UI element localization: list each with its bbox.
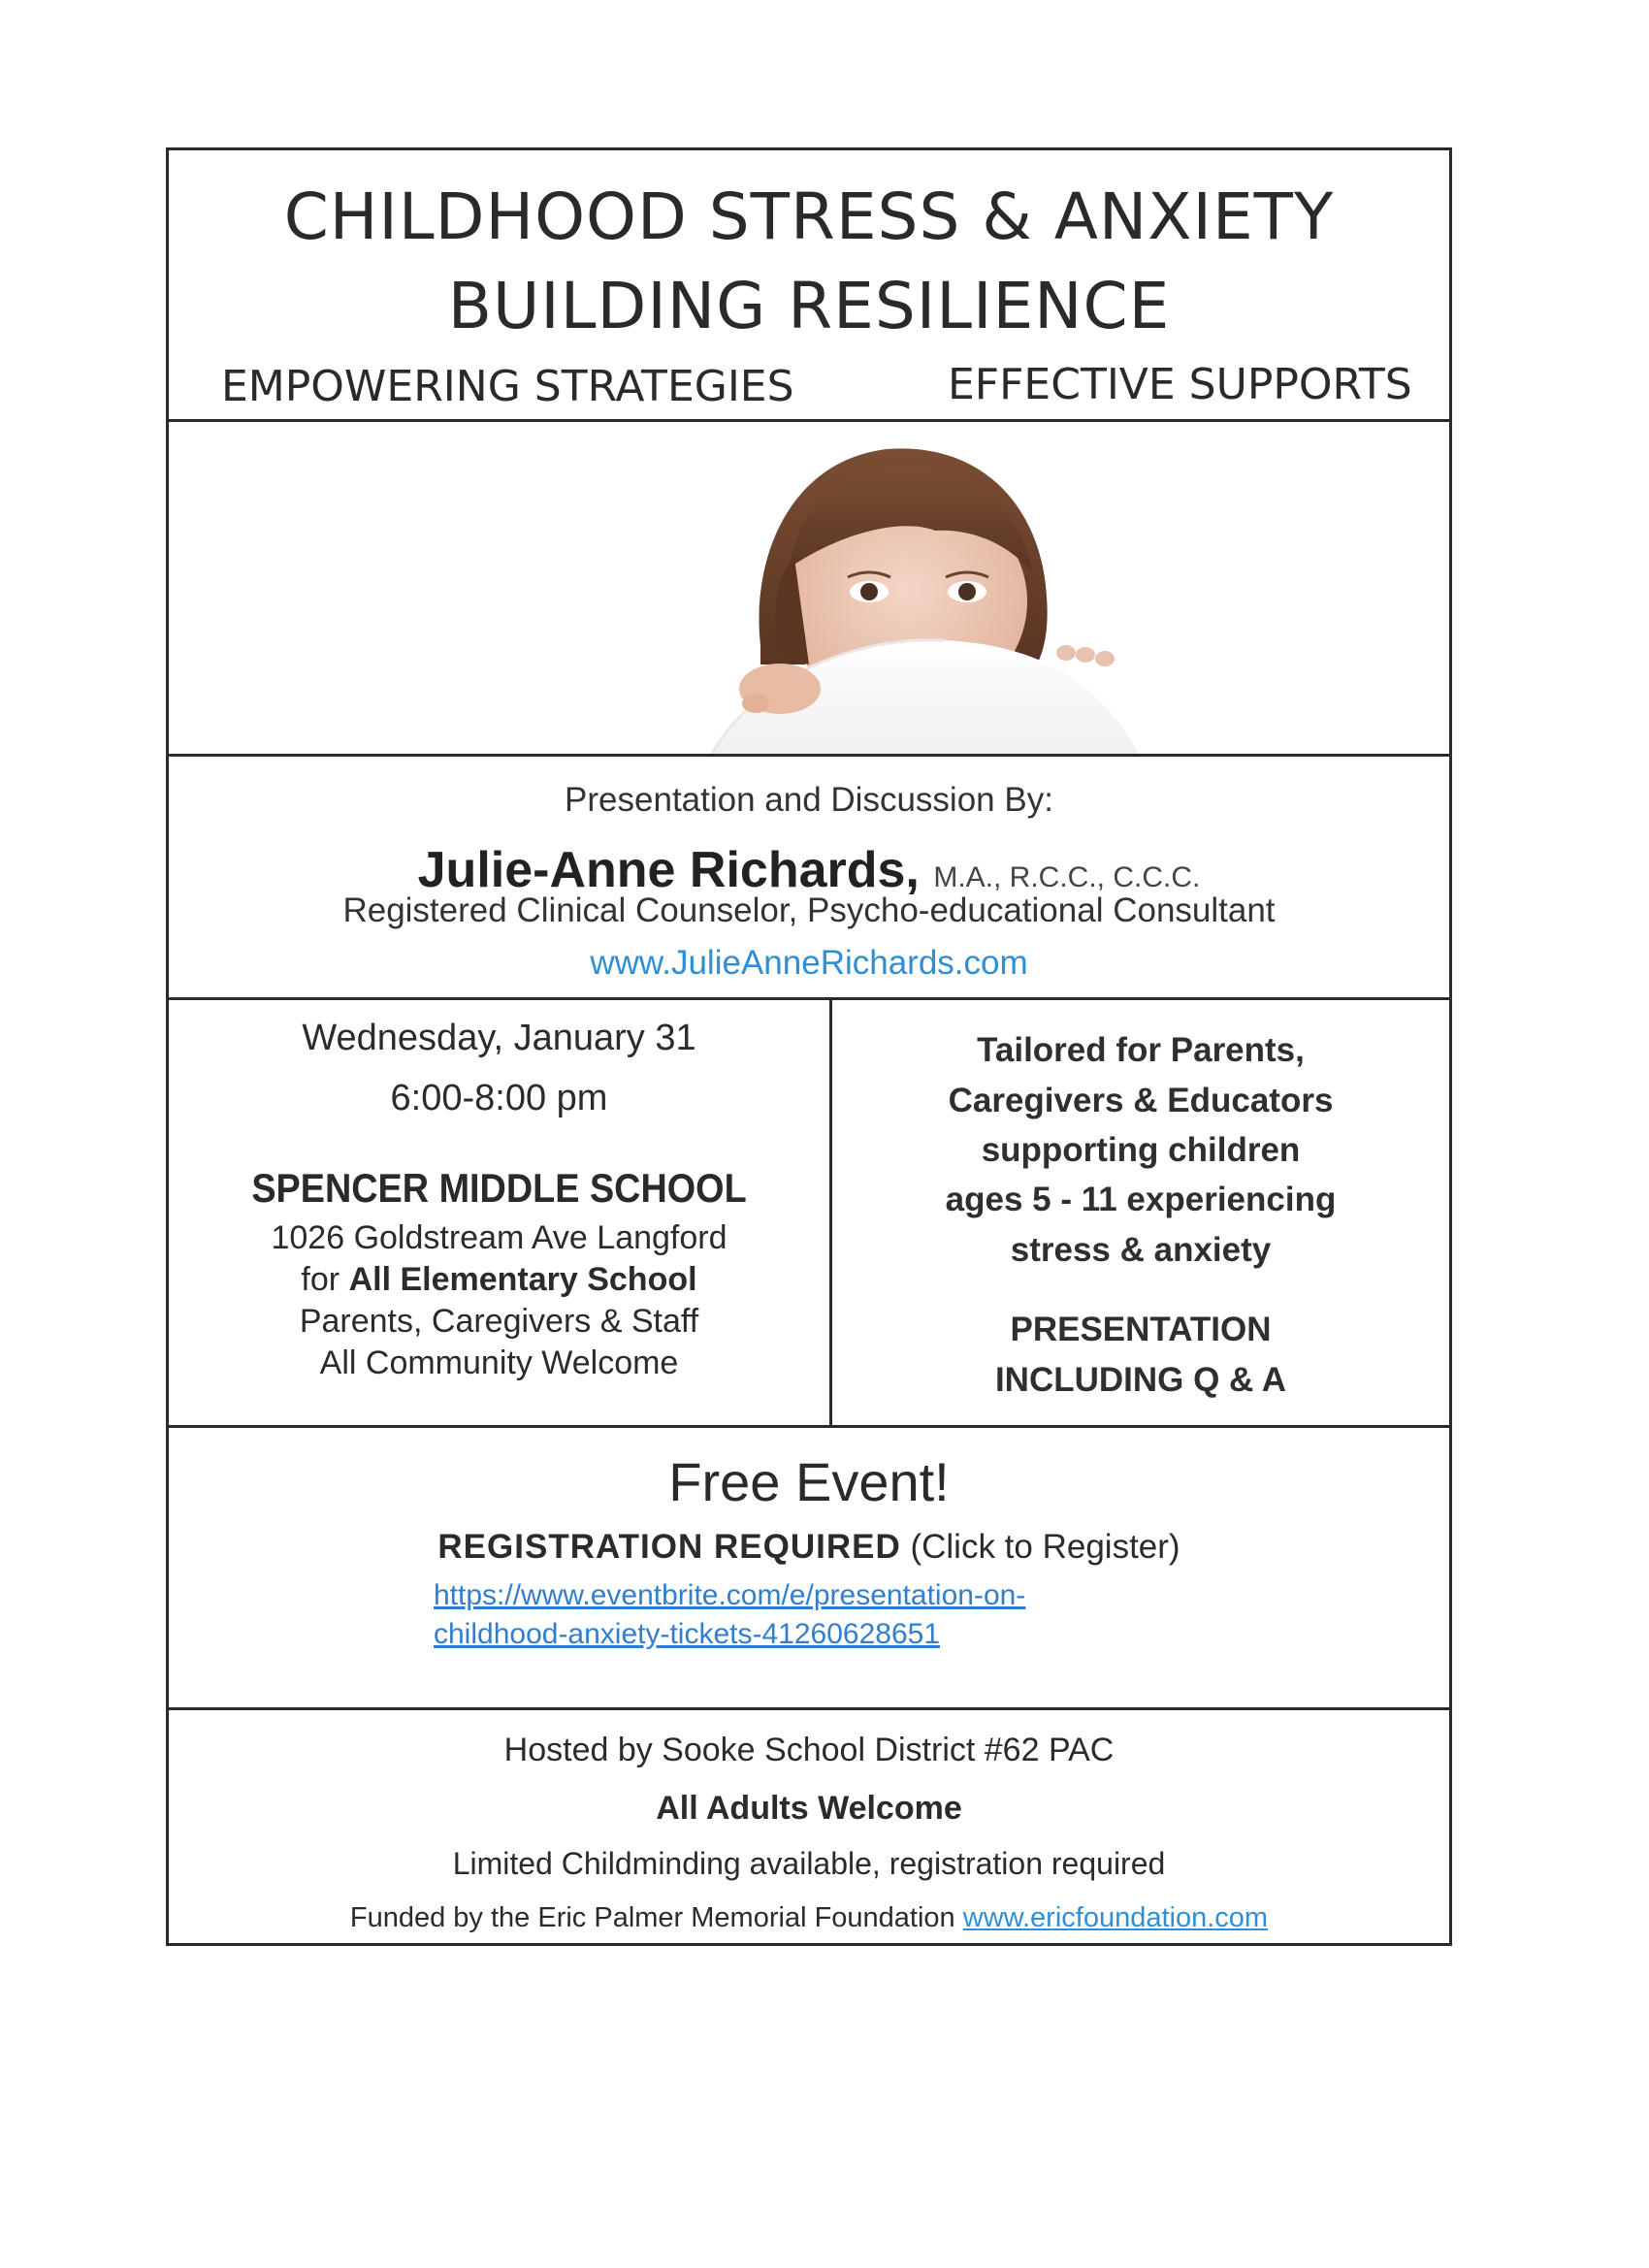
tailored-box xyxy=(832,1000,1449,1425)
registration-required: REGISTRATION REQUIRED xyxy=(437,1528,901,1566)
presenter-website-row xyxy=(169,944,1449,983)
event-for-prefix: for xyxy=(301,1261,340,1298)
event-community: All Community Welcome xyxy=(319,1345,679,1381)
registration-required-line xyxy=(169,1528,1449,1567)
registration-link[interactable] xyxy=(434,1576,1025,1654)
presenter-website-link[interactable]: www.JulieAnneRichards.com xyxy=(590,944,1028,982)
all-adults-welcome: All Adults Welcome xyxy=(656,1790,962,1827)
presenter-role: Registered Clinical Counselor, Psycho-educational Consultant xyxy=(342,891,1276,929)
hosted-by: Hosted by Sooke School District #62 PAC xyxy=(503,1732,1115,1768)
subtitle-right: EFFECTIVE SUPPORTS xyxy=(948,360,1412,409)
event-address: 1026 Goldstream Ave Langford xyxy=(271,1219,728,1256)
divider xyxy=(169,1425,1449,1428)
tailored-line: stress & anxiety xyxy=(1010,1231,1272,1269)
event-for-bold: All Elementary School xyxy=(348,1261,697,1298)
divider xyxy=(169,754,1449,757)
registration-link-line-1[interactable]: https://www.eventbrite.com/e/presentation-on- xyxy=(434,1579,1026,1611)
presenter-intro: Presentation and Discussion By: xyxy=(565,781,1053,819)
event-date: Wednesday, January 31 xyxy=(302,1018,696,1058)
event-venue: SPENCER MIDDLE SCHOOL xyxy=(251,1165,747,1211)
event-time: 6:00-8:00 pm xyxy=(390,1078,608,1118)
childminding-note: Limited Childminding available, registration required xyxy=(452,1846,1166,1881)
subtitle-left: EMPOWERING STRATEGIES xyxy=(221,362,794,411)
event-details xyxy=(169,1000,829,1425)
presenter-name: Julie-Anne Richards, xyxy=(417,842,920,898)
event-for-line xyxy=(169,1261,829,1299)
divider xyxy=(169,1707,1449,1710)
photo-section xyxy=(169,422,1449,754)
eric-foundation-link[interactable]: www.ericfoundation.com xyxy=(962,1902,1269,1933)
flyer-frame xyxy=(166,147,1452,1946)
child-peeking-photo-icon xyxy=(169,422,1449,754)
presentation-line-2: INCLUDING Q & A xyxy=(994,1361,1287,1399)
tailored-line: supporting children xyxy=(981,1131,1301,1169)
presenter-name-line xyxy=(169,841,1449,899)
presentation-line-1: PRESENTATION xyxy=(1010,1311,1272,1348)
tailored-line: Tailored for Parents, xyxy=(977,1031,1305,1069)
funded-by-line xyxy=(169,1902,1449,1934)
title-line-1: CHILDHOOD STRESS & ANXIETY xyxy=(283,179,1335,254)
free-event-headline: Free Event! xyxy=(668,1451,950,1512)
presenter-credentials: M.A., R.C.C., C.C.C. xyxy=(933,861,1201,893)
tailored-line: Caregivers & Educators xyxy=(948,1082,1334,1119)
event-audience: Parents, Caregivers & Staff xyxy=(299,1303,699,1340)
tailored-line: ages 5 - 11 experiencing xyxy=(945,1181,1337,1218)
title-line-2: BUILDING RESILIENCE xyxy=(447,269,1171,343)
click-to-register: (Click to Register) xyxy=(910,1528,1180,1566)
registration-link-line-2[interactable]: childhood-anxiety-tickets-41260628651 xyxy=(434,1618,941,1650)
funded-by: Funded by the Eric Palmer Memorial Foundation xyxy=(349,1902,955,1933)
